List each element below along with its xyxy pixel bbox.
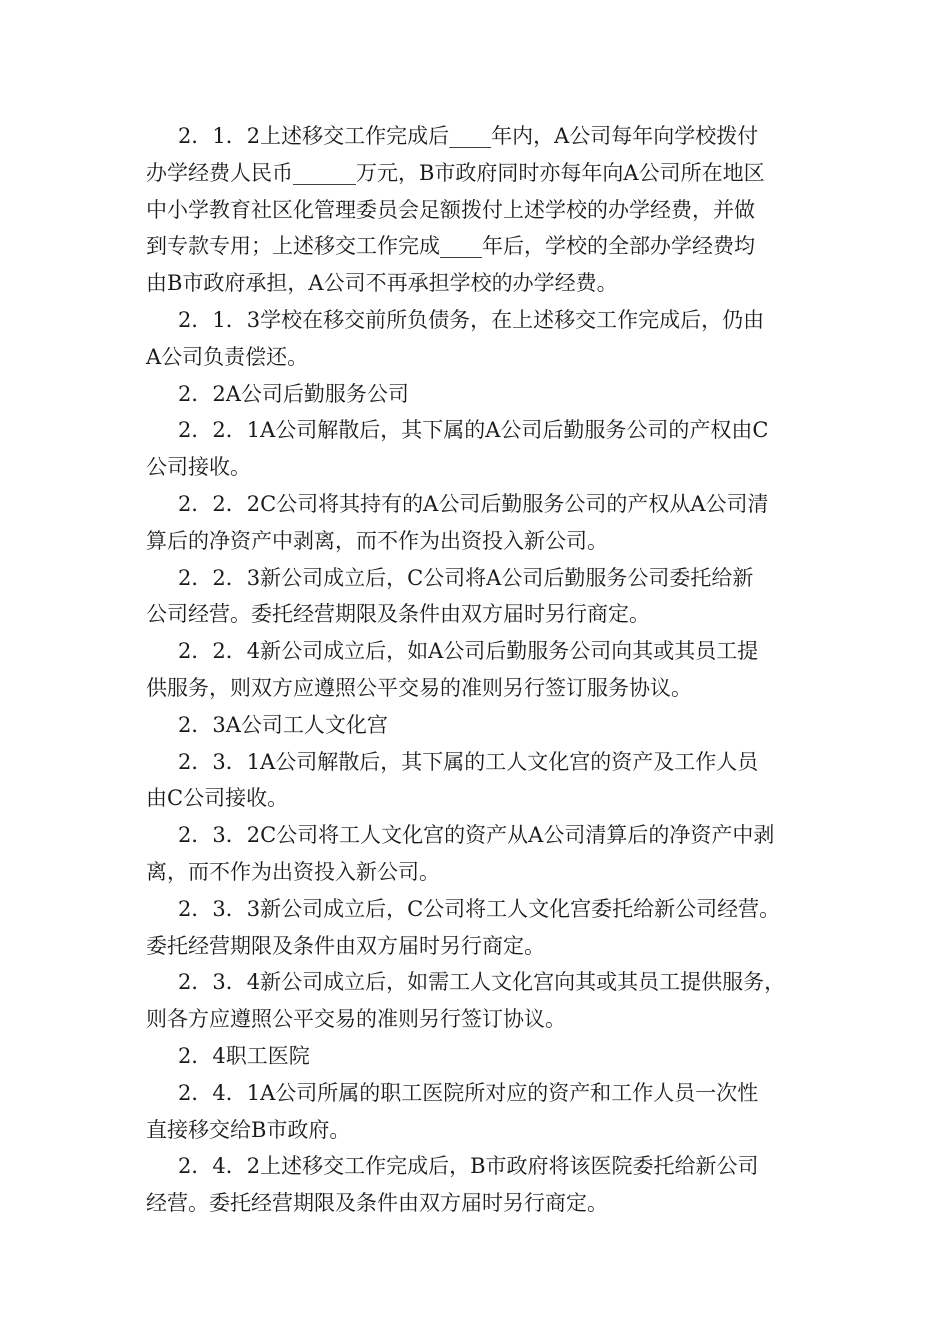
paragraph-line: 中小学教育社区化管理委员会足额拨付上述学校的办学经费，并做 (146, 197, 755, 222)
paragraph-line: 2．2．4新公司成立后，如A公司后勤服务公司向其或其员工提 (178, 639, 759, 664)
paragraph-line: 经营。委托经营期限及条件由双方届时另行商定。 (146, 1191, 608, 1216)
paragraph-line: 2．3．3新公司成立后，C公司将工人文化宫委托给新公司经营。 (178, 896, 781, 921)
paragraph (146, 118, 810, 302)
paragraph-line: 2．2．2C公司将其持有的A公司后勤服务公司的产权从A公司清 (178, 491, 769, 516)
paragraph-line: 2．2．3新公司成立后，C公司将A公司后勤服务公司委托给新 (178, 565, 754, 590)
paragraph (146, 302, 810, 376)
paragraph-line: 2．3．2C公司将工人文化宫的资产从A公司清算后的净资产中剥 (178, 823, 775, 848)
paragraph-line: 2．1．2上述移交工作完成后____年内，A公司每年向学校拨付 (178, 124, 759, 148)
paragraph (146, 964, 810, 1038)
paragraph (146, 633, 810, 707)
paragraph-line: 供服务，则双方应遵照公平交易的准则另行签订服务协议。 (146, 675, 692, 700)
paragraph-line: 2．4职工医院 (178, 1043, 310, 1068)
paragraph-line: 由C公司接收。 (146, 786, 289, 811)
paragraph-line: 委托经营期限及条件由双方届时另行商定。 (146, 933, 545, 958)
paragraph-line: 2．3A公司工人文化宫 (178, 712, 388, 737)
paragraph-line: 2．2．1A公司解散后，其下属的A公司后勤服务公司的产权由C (178, 418, 769, 443)
paragraph-line: 公司经营。委托经营期限及条件由双方届时另行商定。 (146, 602, 650, 627)
paragraph-line: 则各方应遵照公平交易的准则另行签订协议。 (146, 1007, 566, 1032)
paragraph-line: 由B市政府承担，A公司不再承担学校的办学经费。 (146, 271, 618, 296)
paragraph (146, 560, 810, 634)
paragraph-line: 2．3．4新公司成立后，如需工人文化宫向其或其员工提供服务， (178, 970, 786, 995)
paragraph (146, 1148, 810, 1222)
paragraph-line: A公司负责偿还。 (146, 344, 309, 369)
paragraph (146, 486, 810, 560)
paragraph (146, 891, 810, 965)
paragraph (146, 744, 810, 818)
paragraph-line: 公司接收。 (146, 455, 251, 480)
paragraph-line: 2．1．3学校在移交前所负债务，在上述移交工作完成后，仍由 (178, 307, 765, 332)
paragraph (146, 376, 810, 413)
paragraph (146, 707, 810, 744)
paragraph (146, 412, 810, 486)
paragraph (146, 817, 810, 891)
paragraph-line: 2．3．1A公司解散后，其下属的工人文化宫的资产及工作人员 (178, 749, 759, 774)
paragraph-line: 2．4．1A公司所属的职工医院所对应的资产和工作人员一次性 (178, 1080, 759, 1105)
paragraph-line: 离，而不作为出资投入新公司。 (146, 859, 440, 884)
paragraph-line: 到专款专用；上述移交工作完成____年后，学校的全部办学经费均 (146, 234, 755, 259)
paragraph (146, 1038, 810, 1075)
paragraph-line: 2．4．2上述移交工作完成后，B市政府将该医院委托给新公司 (178, 1154, 759, 1179)
document-body (146, 118, 810, 1222)
paragraph-line: 2．2A公司后勤服务公司 (178, 381, 409, 406)
paragraph-line: 算后的净资产中剥离，而不作为出资投入新公司。 (146, 528, 608, 553)
paragraph-line: 直接移交给B市政府。 (146, 1117, 351, 1142)
paragraph (146, 1075, 810, 1149)
paragraph-line: 办学经费人民币______万元，B市政府同时亦每年向A公司所在地区 (146, 160, 765, 185)
